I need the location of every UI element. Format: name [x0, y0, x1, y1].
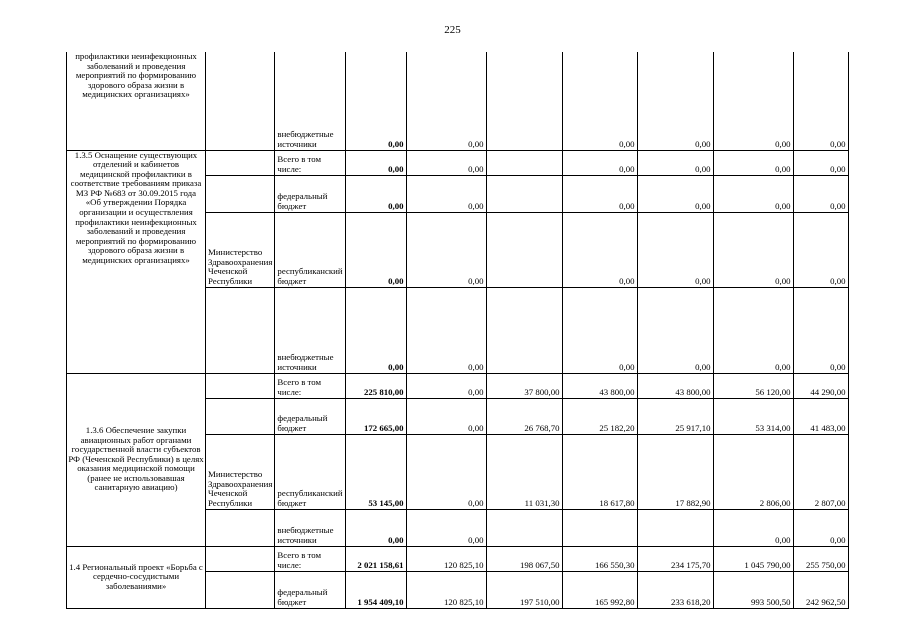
value-cell: 56 120,00 [713, 373, 793, 398]
value-cell: 0,00 [637, 175, 713, 212]
value-cell: 25 917,10 [637, 398, 713, 434]
value-cell: 0,00 [406, 52, 486, 150]
value-cell: 0,00 [345, 52, 406, 150]
value-cell: 0,00 [793, 52, 848, 150]
value-cell: 1 045 790,00 [713, 546, 793, 571]
value-cell: 53 314,00 [713, 398, 793, 434]
table-row [67, 52, 849, 150]
item-name: 1.3.6 Обеспечение закупки авиационных работ органами государственной власти субъектов РФ (Чеченской Республики) в целях оказания медицинской помощи (ранее не использовавшая санитарную авиацию) [67, 373, 206, 546]
responsible-cell [206, 571, 275, 608]
value-cell: 0,00 [406, 212, 486, 287]
budget-table [66, 52, 849, 609]
value-cell: 0,00 [406, 287, 486, 373]
value-cell: 234 175,70 [637, 546, 713, 571]
value-cell: 0,00 [406, 434, 486, 509]
value-cell: 0,00 [562, 212, 637, 287]
value-cell: 1 954 409,10 [345, 571, 406, 608]
responsible-cell [206, 175, 275, 212]
value-cell [486, 150, 562, 175]
item-name: 1.3.5 Оснащение существующих отделений и кабинетов медицинской профилактики в соответствие требованиям приказа МЗ РФ №683 от 30.09.2015 года «Об утверждении Порядка организации и осуществления профилактики неинфекционных заболеваний и проведения мероприятий по формированию здорового образа жизни в медицинских организациях» [67, 150, 206, 373]
value-cell [486, 287, 562, 373]
value-cell: 2 021 158,61 [345, 546, 406, 571]
value-cell: 0,00 [406, 150, 486, 175]
value-cell: 0,00 [793, 287, 848, 373]
item-name: профилактики неинфекционных заболеваний и проведения мероприятий по формированию здорового образа жизни в медицинских организациях» [67, 52, 206, 150]
value-cell [486, 212, 562, 287]
table-row [67, 546, 849, 571]
responsible-cell [206, 398, 275, 434]
value-cell: 197 510,00 [486, 571, 562, 608]
value-cell: 43 800,00 [637, 373, 713, 398]
table-row [67, 150, 849, 175]
source-cell: Всего в том числе: [275, 546, 345, 571]
value-cell: 18 617,80 [562, 434, 637, 509]
value-cell: 0,00 [406, 509, 486, 546]
responsible-cell: Министерство Здравоохранения Чеченской Республики [206, 212, 275, 287]
value-cell: 0,00 [562, 175, 637, 212]
value-cell: 0,00 [562, 150, 637, 175]
value-cell: 0,00 [793, 212, 848, 287]
value-cell: 0,00 [406, 175, 486, 212]
source-cell: федеральный бюджет [275, 571, 345, 608]
value-cell: 37 800,00 [486, 373, 562, 398]
source-cell: внебюджетные источники [275, 52, 345, 150]
value-cell: 41 483,00 [793, 398, 848, 434]
value-cell [637, 509, 713, 546]
value-cell [562, 509, 637, 546]
value-cell: 0,00 [637, 287, 713, 373]
source-cell: Всего в том числе: [275, 150, 345, 175]
source-cell: Всего в том числе: [275, 373, 345, 398]
value-cell [486, 52, 562, 150]
value-cell: 43 800,00 [562, 373, 637, 398]
responsible-cell [206, 52, 275, 150]
source-cell: внебюджетные источники [275, 509, 345, 546]
value-cell: 0,00 [793, 175, 848, 212]
value-cell: 0,00 [713, 212, 793, 287]
source-cell: внебюджетные источники [275, 287, 345, 373]
value-cell: 172 665,00 [345, 398, 406, 434]
source-cell: федеральный бюджет [275, 398, 345, 434]
value-cell: 0,00 [713, 52, 793, 150]
value-cell: 0,00 [793, 509, 848, 546]
table-row [67, 373, 849, 398]
value-cell: 0,00 [713, 509, 793, 546]
value-cell: 11 031,30 [486, 434, 562, 509]
value-cell: 17 882,90 [637, 434, 713, 509]
value-cell [486, 175, 562, 212]
value-cell: 0,00 [345, 212, 406, 287]
value-cell: 0,00 [406, 398, 486, 434]
value-cell: 2 807,00 [793, 434, 848, 509]
value-cell [486, 509, 562, 546]
value-cell: 225 810,00 [345, 373, 406, 398]
value-cell: 0,00 [345, 287, 406, 373]
value-cell: 0,00 [406, 373, 486, 398]
source-cell: республиканский бюджет [275, 434, 345, 509]
value-cell: 0,00 [637, 212, 713, 287]
source-cell: федеральный бюджет [275, 175, 345, 212]
value-cell: 0,00 [637, 150, 713, 175]
value-cell: 0,00 [637, 52, 713, 150]
value-cell: 0,00 [713, 287, 793, 373]
value-cell: 0,00 [345, 175, 406, 212]
responsible-cell [206, 373, 275, 398]
value-cell: 242 962,50 [793, 571, 848, 608]
item-name: 1.4 Региональный проект «Борьба с сердечно-сосудистыми заболеваниями» [67, 546, 206, 608]
value-cell: 2 806,00 [713, 434, 793, 509]
responsible-cell [206, 150, 275, 175]
value-cell: 53 145,00 [345, 434, 406, 509]
page-number: 225 [444, 24, 461, 36]
value-cell: 0,00 [793, 150, 848, 175]
value-cell: 44 290,00 [793, 373, 848, 398]
value-cell: 255 750,00 [793, 546, 848, 571]
responsible-cell [206, 509, 275, 546]
value-cell: 0,00 [562, 287, 637, 373]
value-cell: 0,00 [713, 150, 793, 175]
responsible-cell [206, 287, 275, 373]
value-cell: 25 182,20 [562, 398, 637, 434]
value-cell: 26 768,70 [486, 398, 562, 434]
value-cell: 993 500,50 [713, 571, 793, 608]
value-cell: 0,00 [345, 509, 406, 546]
responsible-cell [206, 546, 275, 571]
value-cell: 0,00 [345, 150, 406, 175]
value-cell: 233 618,20 [637, 571, 713, 608]
value-cell: 120 825,10 [406, 571, 486, 608]
value-cell: 0,00 [562, 52, 637, 150]
value-cell: 198 067,50 [486, 546, 562, 571]
value-cell: 165 992,80 [562, 571, 637, 608]
value-cell: 120 825,10 [406, 546, 486, 571]
responsible-cell: Министерство Здравоохранения Чеченской Республики [206, 434, 275, 509]
source-cell: республиканский бюджет [275, 212, 345, 287]
value-cell: 0,00 [713, 175, 793, 212]
value-cell: 166 550,30 [562, 546, 637, 571]
